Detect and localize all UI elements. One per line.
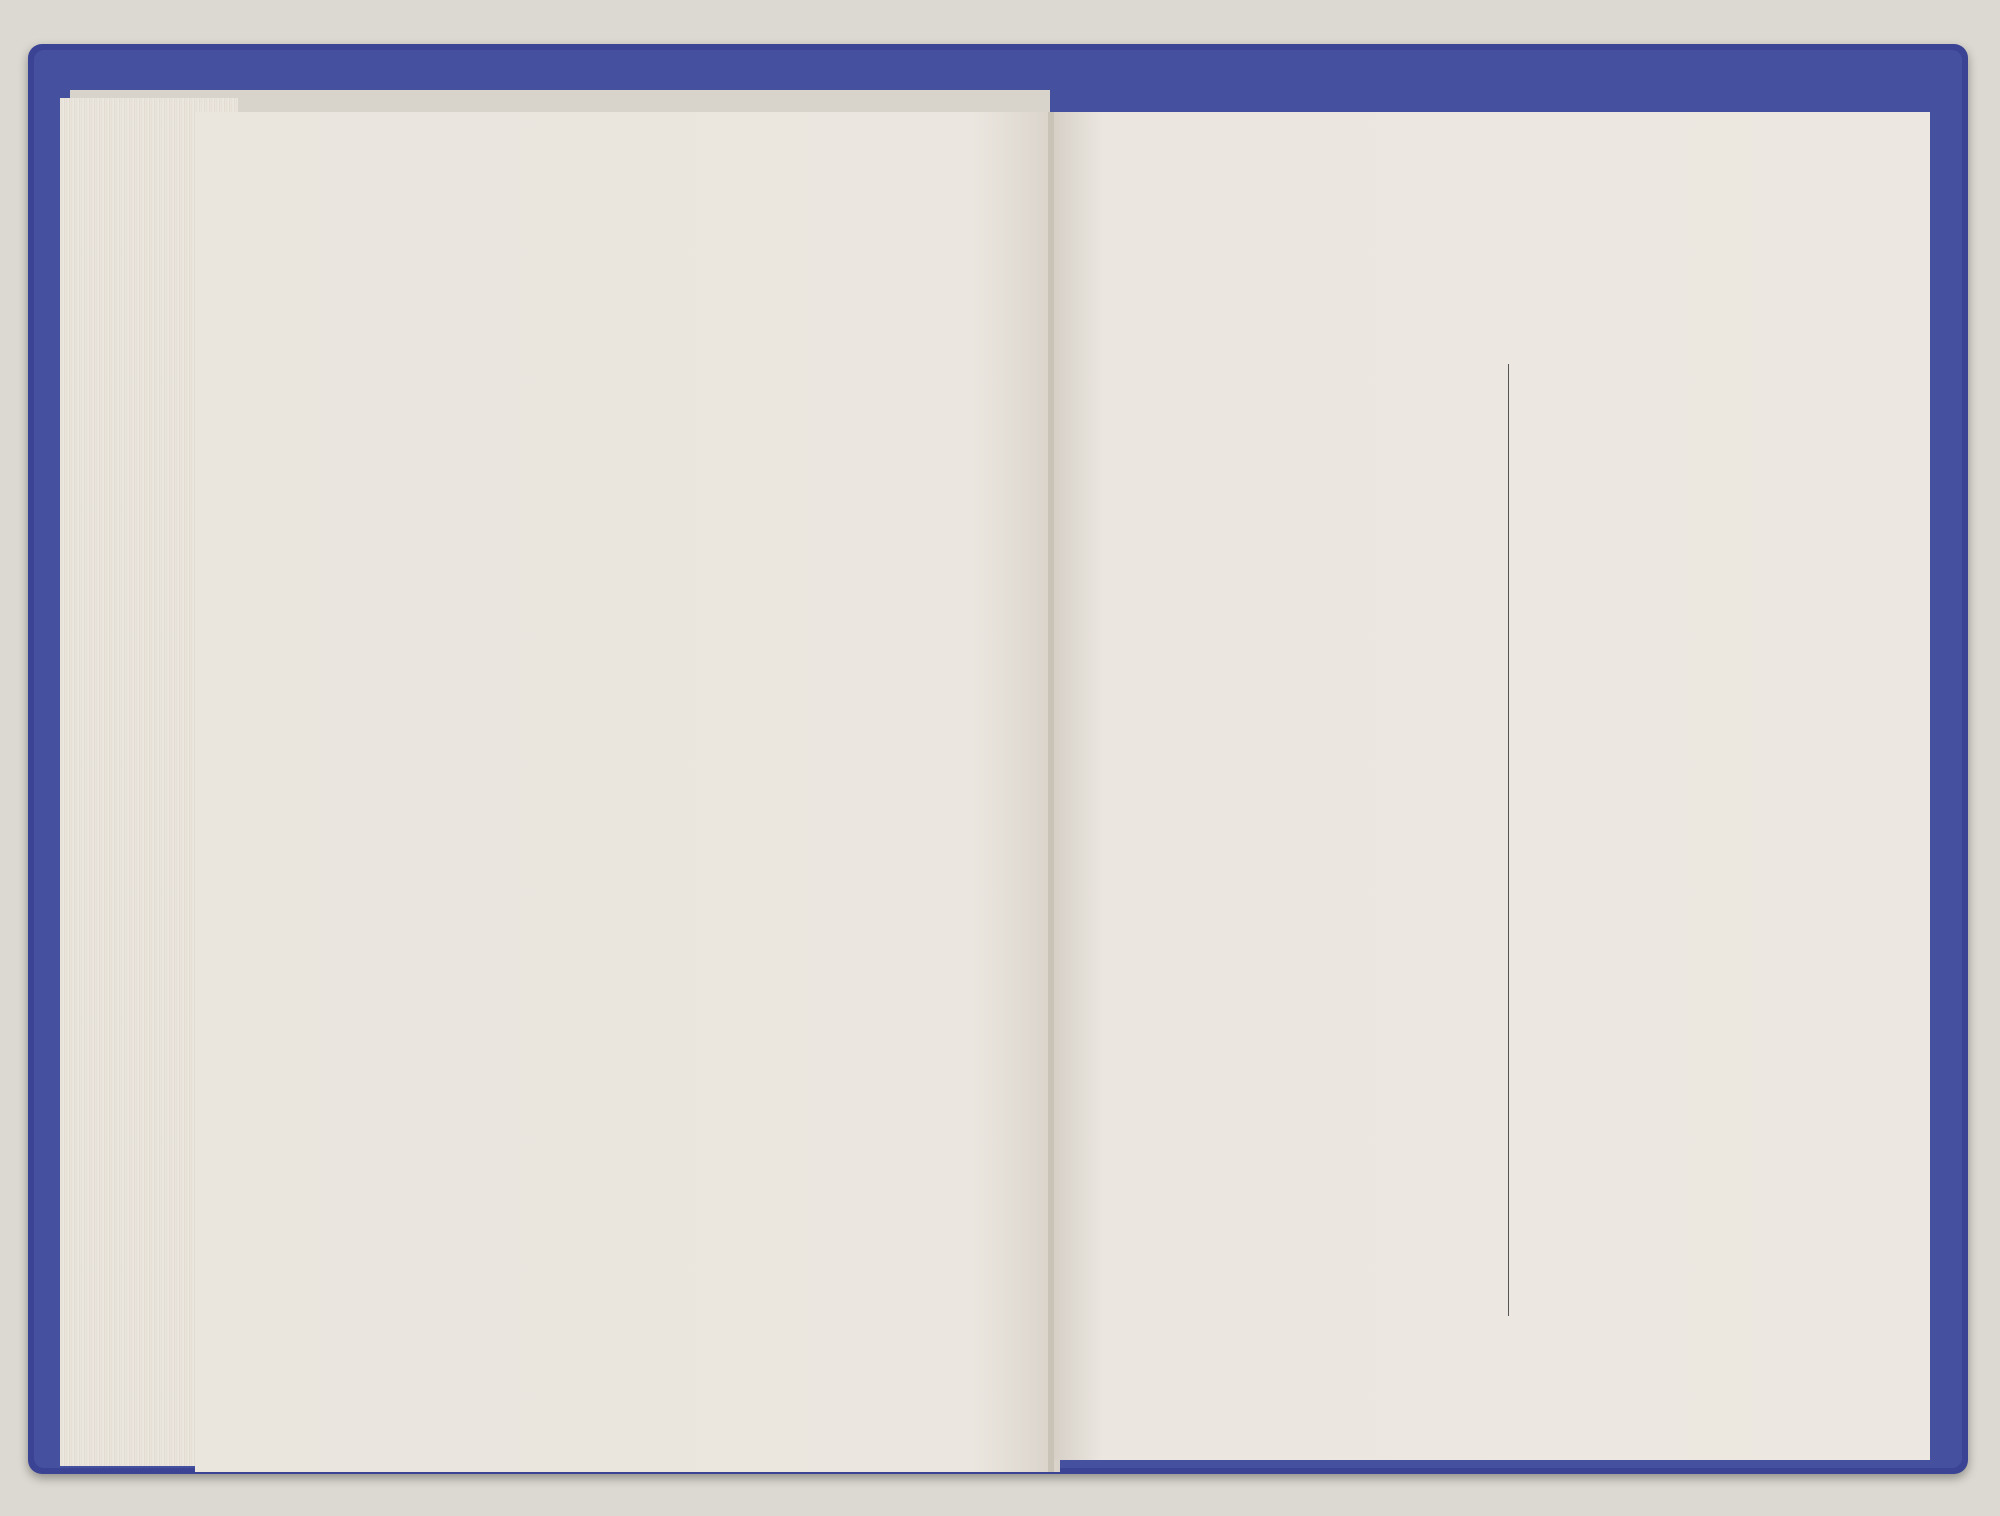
right-page [1050, 112, 1930, 1460]
book-gutter [1048, 112, 1054, 1472]
left-page [195, 112, 1060, 1472]
column-divider [1508, 364, 1509, 1316]
